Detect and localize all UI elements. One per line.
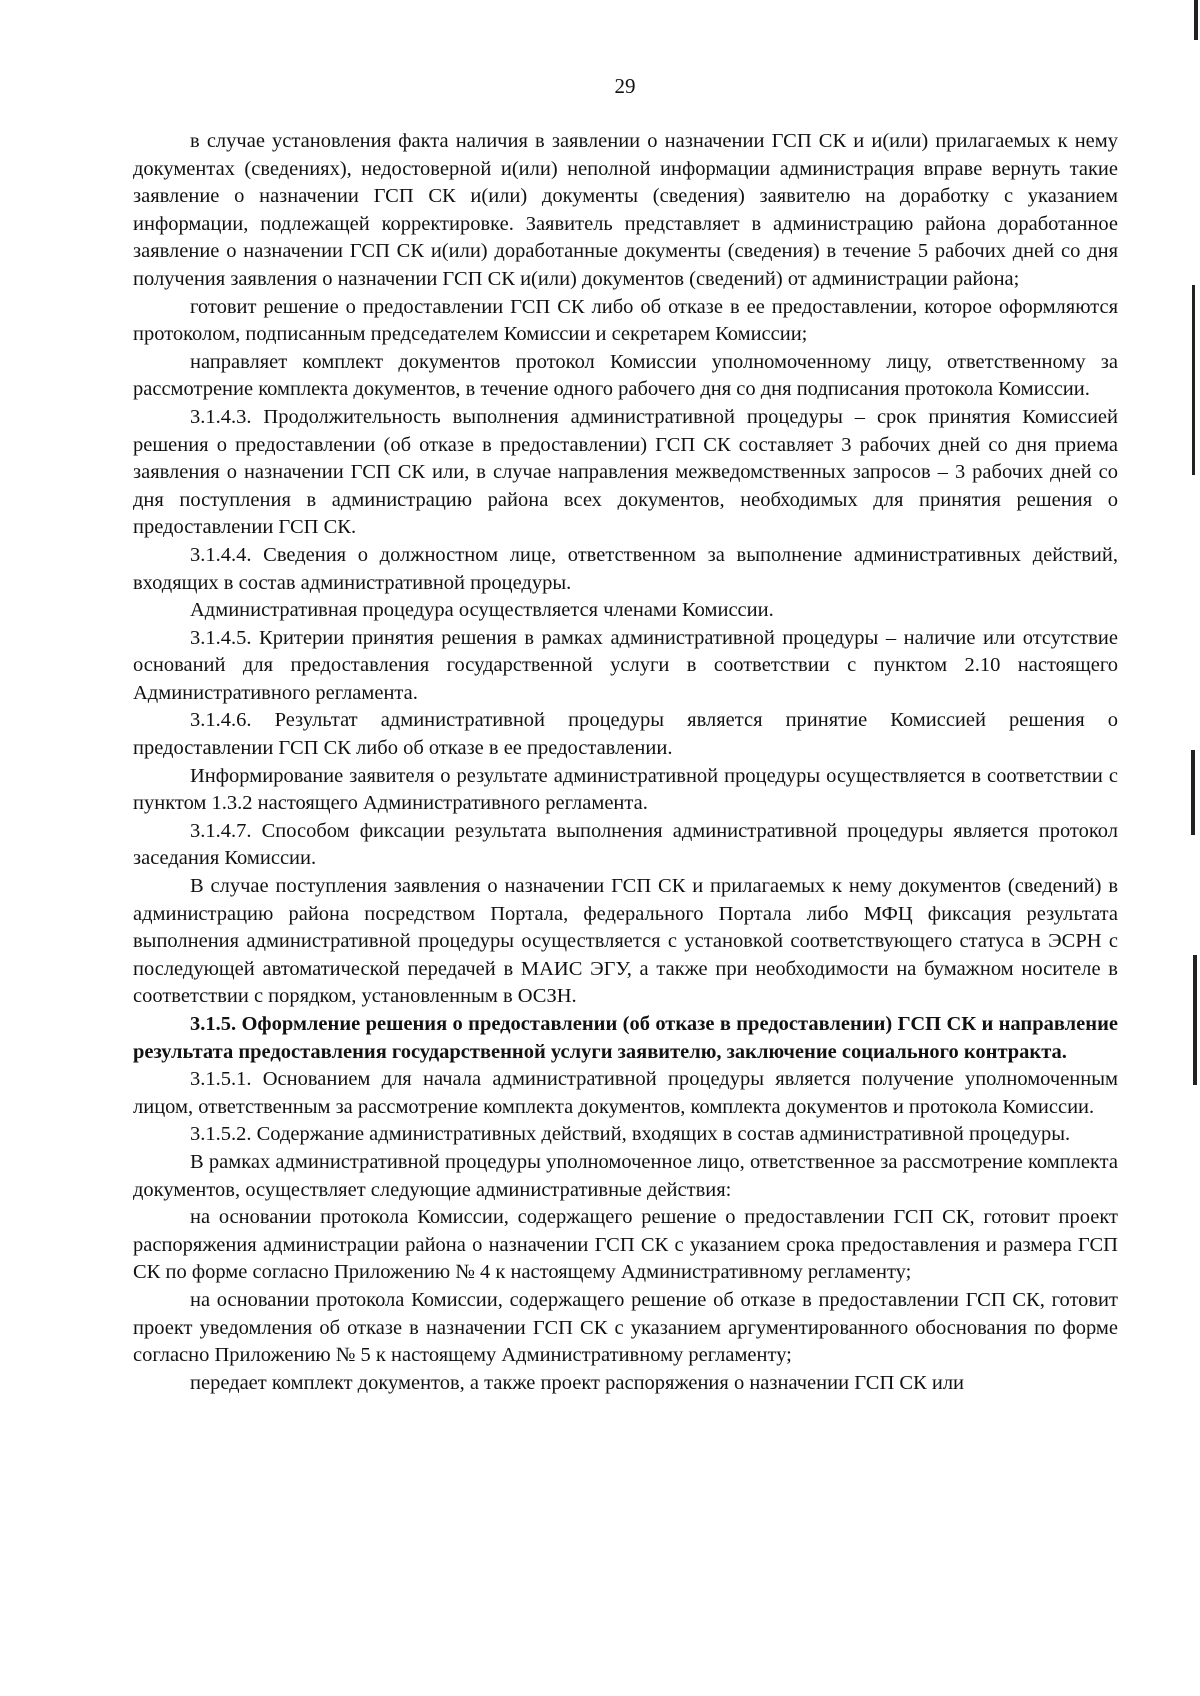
scan-edge-mark bbox=[1191, 750, 1195, 835]
paragraph-refusal-notice: на основании протокола Комиссии, содержащего решение об отказе в предоставлении ГСП СК, готовит проект уведомления об отказе в назначении ГСП СК с указанием аргументированного обоснования по форме согласно Приложению № 5 к настоящему Административному регламенту; bbox=[133, 1288, 1118, 1367]
paragraph-3-1-4-6: 3.1.4.6. Результат административной процедуры является принятие Комиссией решения о предоставлении ГСП СК либо об отказе в ее предоставлении. bbox=[133, 709, 1118, 760]
scan-edge-mark bbox=[1193, 955, 1197, 1085]
paragraph-3-1-4-4: 3.1.4.4. Сведения о должностном лице, ответственном за выполнение административных действий, входящих в состав административной процедуры. bbox=[133, 543, 1118, 594]
scan-edge-mark bbox=[1194, 0, 1198, 40]
paragraph-order-project: на основании протокола Комиссии, содержащего решение о предоставлении ГСП СК, готовит проект распоряжения администрации района о назначении ГСП СК с указанием срока предоставления и размера ГСП СК по форме согласно Приложению № 4 к настоящему Административному регламенту; bbox=[133, 1206, 1118, 1284]
paragraph-3-1-4-3: 3.1.4.3. Продолжительность выполнения административной процедуры – срок принятия Комиссией решения о предоставлении (об отказе в предоставлении) ГСП СК составляет 3 рабочих дней со дня приема заявления о назначении ГСП СК или, в случае направления межведомственных запросов – 3 рабочих дней со дня поступления в администрацию района всех документов, необходимых для принятия решения о предоставлении ГСП СК. bbox=[133, 405, 1118, 539]
scan-edge-mark bbox=[1192, 285, 1195, 475]
paragraph-prepare-decision: готовит решение о предоставлении ГСП СК либо об отказе в ее предоставлении, которое оформляются протоколом, подписанным председателем Комиссии и секретарем Комиссии; bbox=[133, 295, 1118, 346]
paragraph-portal-fixation: В случае поступления заявления о назначении ГСП СК и прилагаемых к нему документов (сведений) в администрацию района посредством Портала, федерального Портала либо МФЦ фиксация результата выполнения административной процедуры осуществляется с установкой соответствующего статуса в ЭСРН с последующей автоматической передачей в МАИС ЭГУ, а также при необходимости на бумажном носителе в соответствии с порядком, установленным в ОСЗН. bbox=[133, 875, 1118, 1008]
paragraph-transfer-documents: передает комплект документов, а также проект распоряжения о назначении ГСП СК или bbox=[190, 1371, 965, 1394]
paragraph-send-documents: направляет комплект документов протокол Комиссии уполномоченному лицу, ответственному за рассмотрение комплекта документов, в течение одного рабочего дня со дня подписания протокола Комиссии. bbox=[133, 350, 1118, 401]
paragraph-return-application: в случае установления факта наличия в заявлении о назначении ГСП СК и и(или) прилагаемых к нему документах (сведениях), недостоверной и(или) неполной информации администрация вправе вернуть такие заявление о назначении ГСП СК и(или) документы (сведения) заявителю на доработку с указанием информации, подлежащей корректировке. Заявитель представляет в администрацию района доработанное заявление о назначении ГСП СК и(или) доработанные документы (сведения) в течение 5 рабочих дней со дня получения заявления о назначении ГСП СК и(или) документов (сведений) от администрации района; bbox=[133, 130, 1118, 290]
paragraph-3-1-4-5: 3.1.4.5. Критерии принятия решения в рамках административной процедуры – наличие или отсутствие оснований для предоставления государственной услуги в соответствии с пунктом 2.10 настоящего Административного регламента. bbox=[133, 626, 1118, 704]
page-number: 29 bbox=[614, 74, 636, 98]
document-body bbox=[133, 128, 1118, 1397]
paragraph-3-1-4-7: 3.1.4.7. Способом фиксации результата выполнения административной процедуры является протокол заседания Комиссии. bbox=[133, 819, 1118, 870]
paragraph-3-1-5-1: 3.1.5.1. Основанием для начала административной процедуры является получение уполномоченным лицом, ответственным за рассмотрение комплекта документов, комплекта документов и протокола Комиссии. bbox=[133, 1068, 1118, 1118]
section-heading-3-1-5: 3.1.5. Оформление решения о предоставлении (об отказе в предоставлении) ГСП СК и направление результата предоставления государственной услуги заявителю, заключение социального контракта. bbox=[133, 1013, 1118, 1063]
paragraph-administrative-actions: В рамках административной процедуры уполномоченное лицо, ответственное за рассмотрение комплекта документов, осуществляет следующие административные действия: bbox=[133, 1150, 1118, 1201]
paragraph-informing-applicant: Информирование заявителя о результате административной процедуры осуществляется в соответствии с пунктом 1.3.2 настоящего Административного регламента. bbox=[133, 764, 1118, 815]
paragraph-commission-members: Административная процедура осуществляется членами Комиссии. bbox=[190, 599, 774, 622]
paragraph-3-1-5-2: 3.1.5.2. Содержание административных действий, входящих в состав административной процедуры. bbox=[190, 1123, 1071, 1146]
